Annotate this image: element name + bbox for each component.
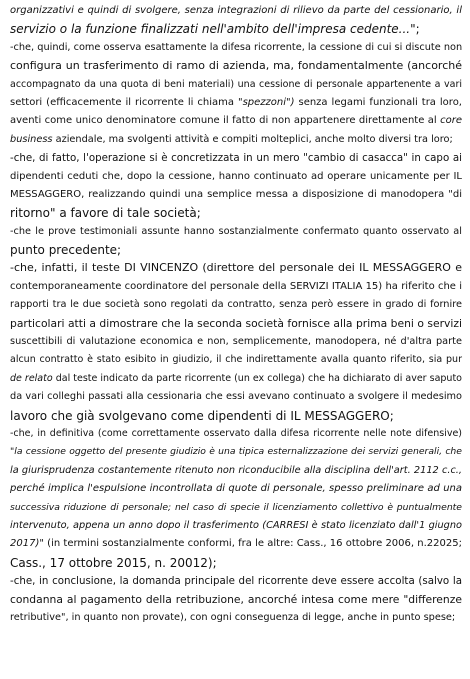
text-line	[10, 94, 462, 112]
text-line	[10, 443, 462, 461]
text-line	[10, 480, 462, 498]
italic-text: la giurisprudenza costantemente ritenuto non riconducibile alla disciplina dell'art. 2112 c.c.,	[10, 464, 462, 476]
text-run: senza legami funzionali tra loro,	[294, 96, 462, 108]
text-line	[10, 517, 462, 535]
text-line	[10, 407, 462, 425]
text-run: condanna al pagamento della retribuzione, ancorché intesa come mere "differenze	[10, 592, 462, 606]
text-line	[10, 131, 462, 149]
text-run: ";	[410, 22, 420, 37]
italic-text: "spezzoni")	[237, 96, 295, 108]
text-line	[10, 315, 462, 333]
text-line	[10, 572, 462, 590]
text-line	[10, 462, 462, 480]
text-line	[10, 76, 462, 94]
text-run: particolari atti a dimostrare che la seconda società fornisce alla prima beni o servizi	[10, 316, 462, 330]
italic-text: core	[440, 115, 462, 127]
italic-text: business	[10, 133, 53, 145]
text-line	[10, 57, 462, 75]
text-run: contemporaneamente coordinatore del personale della SERVIZI ITALIA 15) ha riferito che i	[10, 280, 462, 292]
italic-text: successiva riduzione di personale; nel caso di specie il licenziamento collettivo è puntualmente	[10, 501, 462, 513]
paragraph	[10, 223, 462, 260]
paragraph	[10, 259, 462, 425]
text-line	[10, 241, 462, 259]
text-run: aventi come unico denominatore comune il fatto di non appartenere direttamente al	[10, 115, 441, 127]
italic-text: perché implica l'espulsione incontrollata di quote di personale, spesso preliminare ad una	[10, 483, 462, 495]
text-run: da vari colleghi passati alla cessionaria che essi avevano continuato a svolgere il medesimo	[10, 391, 462, 403]
text-line	[10, 591, 462, 609]
text-line	[10, 278, 462, 296]
text-run: (in termini sostanzialmente conformi, fra le altre: Cass., 16 ottobre 2006, n.22025;	[43, 538, 462, 550]
text-run: configura un trasferimento di ramo di azienda, ma, fondamentalmente (ancorché	[10, 59, 462, 73]
text-run: -che, di fatto, l'operazione si è concretizzata in un mero "cambio di casacca" in capo ai	[10, 152, 462, 165]
text-run: retributive", in quanto non provate), con ogni conseguenza di legge, anche in punto spese;	[10, 611, 456, 623]
text-line	[10, 535, 462, 553]
paragraph	[10, 572, 462, 627]
text-line	[10, 351, 462, 369]
text-line	[10, 499, 462, 517]
text-line	[10, 388, 462, 406]
text-line	[10, 168, 462, 186]
text-run: dal teste indicato da parte ricorrente (un ex collega) che ha dichiarato di aver saputo	[52, 372, 462, 384]
text-line	[10, 370, 462, 388]
italic-text: de relato	[10, 372, 53, 384]
text-run: punto precedente;	[10, 243, 122, 258]
text-run: settori (efficacemente il ricorrente li chiama	[10, 96, 238, 108]
text-run: -che, in conclusione, la domanda principale del ricorrente deve essere accolta (salvo la	[10, 575, 462, 588]
text-run: -che, quindi, come osserva esattamente la difesa ricorrente, la cessione di cui si discute non	[10, 41, 463, 53]
text-line	[10, 259, 462, 277]
italic-text: 2017)"	[10, 538, 44, 550]
text-run: -che, infatti, il teste DI VINCENZO (direttore del personale dei IL MESSAGGERO e	[10, 261, 462, 275]
italic-text: servizio o la funzione finalizzati nell'ambito dell'impresa cedente...	[10, 22, 411, 37]
text-run: rapporti tra le due società sono regolati da contratto, senza però essere in grado di fornire	[10, 299, 462, 311]
text-run: Cass., 17 ottobre 2015, n. 20012);	[10, 555, 217, 570]
text-run: -che, in definitiva (come correttamente osservato dalla difesa ricorrente nelle note difensive)	[10, 427, 462, 439]
italic-text: intervenuto, appena un anno dopo il trasferimento (CARRESI è stato licenziato dall'1 giugno	[10, 519, 462, 531]
text-line	[10, 39, 462, 57]
paragraph	[10, 149, 462, 223]
italic-text: "la cessione oggetto del presente giudizio è una tipica esternalizzazione dei servizi generali, che	[10, 446, 462, 458]
paragraph	[10, 39, 462, 149]
paragraph	[10, 425, 462, 572]
text-line	[10, 112, 462, 130]
text-line	[10, 149, 462, 167]
text-line	[10, 554, 462, 572]
text-line	[10, 186, 462, 204]
text-line	[10, 2, 462, 20]
text-line	[10, 425, 462, 443]
text-line	[10, 296, 462, 314]
text-line	[10, 20, 462, 38]
italic-text: organizzativi e quindi di svolgere, senza integrazioni di rilievo da parte del cessionario, il	[10, 5, 462, 16]
text-run: suscettibili di valutazione economica e non, semplicemente, manodopera, né d'altra parte	[10, 336, 462, 348]
text-line	[10, 333, 462, 351]
paragraph	[10, 2, 462, 39]
text-line	[10, 609, 462, 627]
text-run: dipendenti ceduti che, dopo la cessione, hanno continuato ad operare unicamente per IL	[10, 170, 462, 182]
text-run: lavoro che già svolgevano come dipendenti di IL MESSAGGERO;	[10, 408, 394, 423]
text-run: alcun contratto è stato esibito in giudizio, il che indirettamente avalla quanto riferito, sia pur	[10, 354, 462, 366]
text-line	[10, 204, 462, 222]
text-run: ritorno" a favore di tale società;	[10, 206, 201, 221]
text-run: -che le prove testimoniali assunte hanno sostanzialmente confermato quanto osservato al	[10, 225, 462, 237]
text-run: MESSAGGERO, realizzando quindi una semplice messa a disposizione di manodopera "di	[10, 188, 462, 200]
text-line	[10, 223, 462, 241]
text-run: accompagnato da una quota di beni materiali) una cessione di personale appartenente a vari	[10, 78, 462, 90]
text-run: aziendale, ma svolgenti attività e compiti molteplici, anche molto diversi tra loro;	[52, 133, 453, 145]
